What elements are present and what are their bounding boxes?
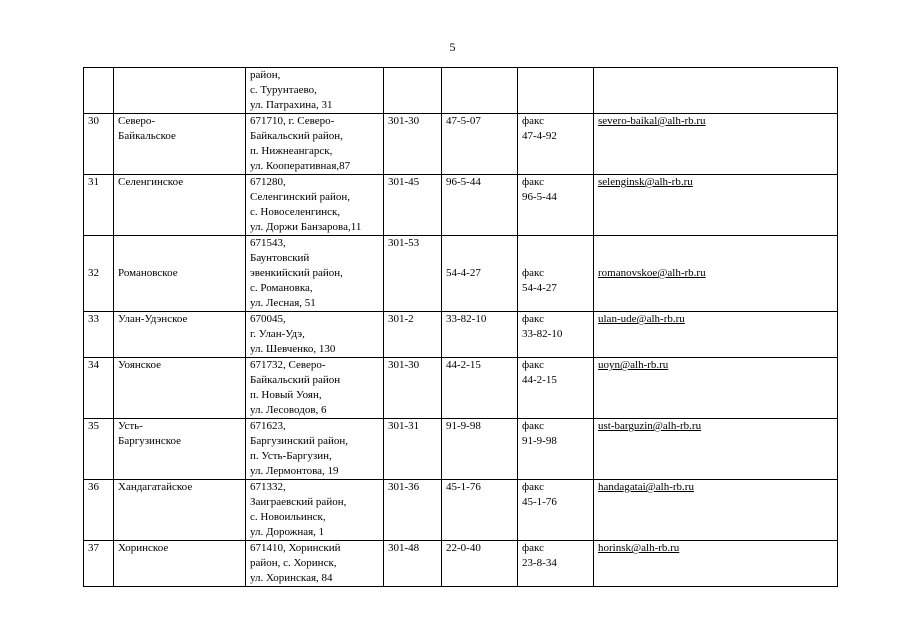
phone-code-line: 301-31 xyxy=(388,420,420,432)
forestry-name xyxy=(114,541,246,587)
phone-code-line: 301-53 xyxy=(388,237,420,249)
address-line: 670045, xyxy=(250,313,286,325)
fax-line: факс xyxy=(522,115,544,127)
phone-number-line: 47-5-07 xyxy=(446,115,481,127)
address xyxy=(246,114,384,175)
phone-number xyxy=(442,175,518,236)
email-cell xyxy=(594,236,838,312)
fax xyxy=(518,358,594,419)
phone-number-line: 44-2-15 xyxy=(446,359,481,371)
row-number xyxy=(84,114,114,175)
phone-number xyxy=(442,312,518,358)
forestry-name xyxy=(114,480,246,541)
table-row xyxy=(84,358,838,419)
fax-line: факс xyxy=(522,481,544,493)
email-cell xyxy=(594,419,838,480)
table-row xyxy=(84,236,838,312)
phone-number-line: 33-82-10 xyxy=(446,313,487,325)
address-line: с. Новоселенгинск, xyxy=(250,206,341,218)
row-number xyxy=(84,419,114,480)
address-line: район, с. Хоринск, xyxy=(250,557,337,569)
email-link[interactable]: handagatai@alh-rb.ru xyxy=(598,481,694,493)
row-number-line: 37 xyxy=(88,542,99,554)
email-link[interactable]: ulan-ude@alh-rb.ru xyxy=(598,313,685,325)
fax xyxy=(518,175,594,236)
fax-line: факс xyxy=(522,176,544,188)
forestry-name-line: Северо- xyxy=(118,115,156,127)
forestry-name xyxy=(114,419,246,480)
fax-line: 44-2-15 xyxy=(522,374,557,386)
address xyxy=(246,68,384,114)
email-cell xyxy=(594,480,838,541)
address-line: ул. Лесная, 51 xyxy=(250,297,316,309)
phone-number-line: 96-5-44 xyxy=(446,176,481,188)
fax xyxy=(518,68,594,114)
forestry-name xyxy=(114,236,246,312)
address xyxy=(246,541,384,587)
phone-number xyxy=(442,419,518,480)
phone-code xyxy=(384,312,442,358)
address-line: район, xyxy=(250,69,281,81)
email-link[interactable]: ust-barguzin@alh-rb.ru xyxy=(598,420,702,432)
row-number xyxy=(84,358,114,419)
address xyxy=(246,358,384,419)
address-line: 671543, xyxy=(250,237,286,249)
row-number-line: 34 xyxy=(88,359,99,371)
row-number xyxy=(84,175,114,236)
row-number-line: 31 xyxy=(88,176,99,188)
fax-line: факс xyxy=(522,267,544,279)
phone-number xyxy=(442,358,518,419)
address-line: ул. Шевченко, 130 xyxy=(250,343,336,355)
address xyxy=(246,312,384,358)
address-line: Байкальский район xyxy=(250,374,341,386)
row-number xyxy=(84,480,114,541)
address-line: с. Турунтаево, xyxy=(250,84,317,96)
forestry-name-line: Байкальское xyxy=(118,130,176,142)
address-line: ул. Хоринская, 84 xyxy=(250,572,333,584)
row-number xyxy=(84,312,114,358)
fax-line: 23-8-34 xyxy=(522,557,557,569)
row-number xyxy=(84,68,114,114)
phone-code-line: 301-36 xyxy=(388,481,420,493)
forestry-name xyxy=(114,175,246,236)
forestry-name-line: Улан-Удэнское xyxy=(118,313,188,325)
table-row xyxy=(84,114,838,175)
phone-number-line: 54-4-27 xyxy=(446,267,481,279)
phone-number-line: 45-1-76 xyxy=(446,481,481,493)
page-number: 5 xyxy=(449,40,456,54)
phone-code-line: 301-2 xyxy=(388,313,414,325)
phone-number xyxy=(442,236,518,312)
phone-code xyxy=(384,114,442,175)
address-line: г. Улан-Удэ, xyxy=(250,328,305,340)
fax xyxy=(518,541,594,587)
phone-code xyxy=(384,358,442,419)
forestry-name-line: Романовское xyxy=(118,267,178,279)
email-link[interactable]: romanovskoe@alh-rb.ru xyxy=(598,267,706,279)
fax-line: 47-4-92 xyxy=(522,130,557,142)
directory-table xyxy=(83,67,838,587)
address-line: с. Романовка, xyxy=(250,282,313,294)
address-line: Заиграевский район, xyxy=(250,496,347,508)
forestry-name xyxy=(114,114,246,175)
address-line: 671410, Хоринский xyxy=(250,542,341,554)
address-line: ул. Лесоводов, 6 xyxy=(250,404,327,416)
email-cell xyxy=(594,114,838,175)
fax xyxy=(518,480,594,541)
address-line: ул. Патрахина, 31 xyxy=(250,99,333,111)
row-number-line: 35 xyxy=(88,420,99,432)
forestry-name-line: Хандагатайское xyxy=(118,481,193,493)
forestry-name-line: Усть- xyxy=(118,420,143,432)
fax-line: 54-4-27 xyxy=(522,282,557,294)
address-line: ул. Лермонтова, 19 xyxy=(250,465,339,477)
fax xyxy=(518,312,594,358)
phone-code xyxy=(384,68,442,114)
table-body xyxy=(84,68,838,587)
email-link[interactable]: selenginsk@alh-rb.ru xyxy=(598,176,693,188)
email-link[interactable]: horinsk@alh-rb.ru xyxy=(598,542,680,554)
phone-code-line: 301-30 xyxy=(388,115,420,127)
phone-number-line: 22-0-40 xyxy=(446,542,481,554)
phone-number xyxy=(442,541,518,587)
email-cell xyxy=(594,541,838,587)
forestry-name xyxy=(114,68,246,114)
phone-code xyxy=(384,175,442,236)
email-cell xyxy=(594,175,838,236)
table-row xyxy=(84,541,838,587)
phone-code xyxy=(384,236,442,312)
table-row xyxy=(84,68,838,114)
email-link[interactable]: severo-baikal@alh-rb.ru xyxy=(598,115,706,127)
fax xyxy=(518,419,594,480)
forestry-name-line: Уоянское xyxy=(118,359,161,371)
address-line: Селенгинский район, xyxy=(250,191,351,203)
email-link[interactable]: uoyn@alh-rb.ru xyxy=(598,359,669,371)
phone-number xyxy=(442,114,518,175)
address xyxy=(246,175,384,236)
phone-code-line: 301-45 xyxy=(388,176,420,188)
fax-line: факс xyxy=(522,420,544,432)
email-cell xyxy=(594,358,838,419)
address xyxy=(246,419,384,480)
forestry-name xyxy=(114,312,246,358)
address-line: п. Усть-Баргузин, xyxy=(250,450,332,462)
phone-number-line: 91-9-98 xyxy=(446,420,481,432)
address-line: п. Новый Уоян, xyxy=(250,389,322,401)
fax-line: 96-5-44 xyxy=(522,191,557,203)
address-line: Байкальский район, xyxy=(250,130,343,142)
address-line: Баунтовский xyxy=(250,252,310,264)
address-line: 671623, xyxy=(250,420,286,432)
address-line: ул. Дорожная, 1 xyxy=(250,526,325,538)
address-line: ул. Доржи Банзарова,11 xyxy=(250,221,362,233)
fax-line: 91-9-98 xyxy=(522,435,557,447)
address xyxy=(246,236,384,312)
table-row xyxy=(84,312,838,358)
fax-line: факс xyxy=(522,359,544,371)
fax-line: 33-82-10 xyxy=(522,328,563,340)
address-line: Баргузинский район, xyxy=(250,435,348,447)
phone-code-line: 301-48 xyxy=(388,542,420,554)
address-line: 671710, г. Северо- xyxy=(250,115,335,127)
fax-line: 45-1-76 xyxy=(522,496,557,508)
fax-line: факс xyxy=(522,313,544,325)
phone-code xyxy=(384,480,442,541)
forestry-name-line: Хоринское xyxy=(118,542,169,554)
fax xyxy=(518,114,594,175)
phone-code xyxy=(384,419,442,480)
table-row xyxy=(84,419,838,480)
address-line: ул. Кооперативная,87 xyxy=(250,160,351,172)
address xyxy=(246,480,384,541)
table-row xyxy=(84,480,838,541)
phone-code-line: 301-30 xyxy=(388,359,420,371)
address-line: с. Новоильинск, xyxy=(250,511,326,523)
phone-code xyxy=(384,541,442,587)
forestry-name-line: Баргузинское xyxy=(118,435,182,447)
address-line: 671332, xyxy=(250,481,286,493)
row-number-line: 36 xyxy=(88,481,99,493)
fax xyxy=(518,236,594,312)
forestry-name-line: Селенгинское xyxy=(118,176,184,188)
table-row xyxy=(84,175,838,236)
email-cell xyxy=(594,312,838,358)
row-number xyxy=(84,236,114,312)
phone-number xyxy=(442,480,518,541)
email-cell xyxy=(594,68,838,114)
row-number xyxy=(84,541,114,587)
address-line: п. Нижнеангарск, xyxy=(250,145,333,157)
phone-number xyxy=(442,68,518,114)
address-line: 671280, xyxy=(250,176,286,188)
address-line: эвенкийский район, xyxy=(250,267,343,279)
row-number-line: 33 xyxy=(88,313,99,325)
forestry-name xyxy=(114,358,246,419)
fax-line: факс xyxy=(522,542,544,554)
row-number-line: 30 xyxy=(88,115,99,127)
row-number-line: 32 xyxy=(88,267,99,279)
address-line: 671732, Северо- xyxy=(250,359,326,371)
